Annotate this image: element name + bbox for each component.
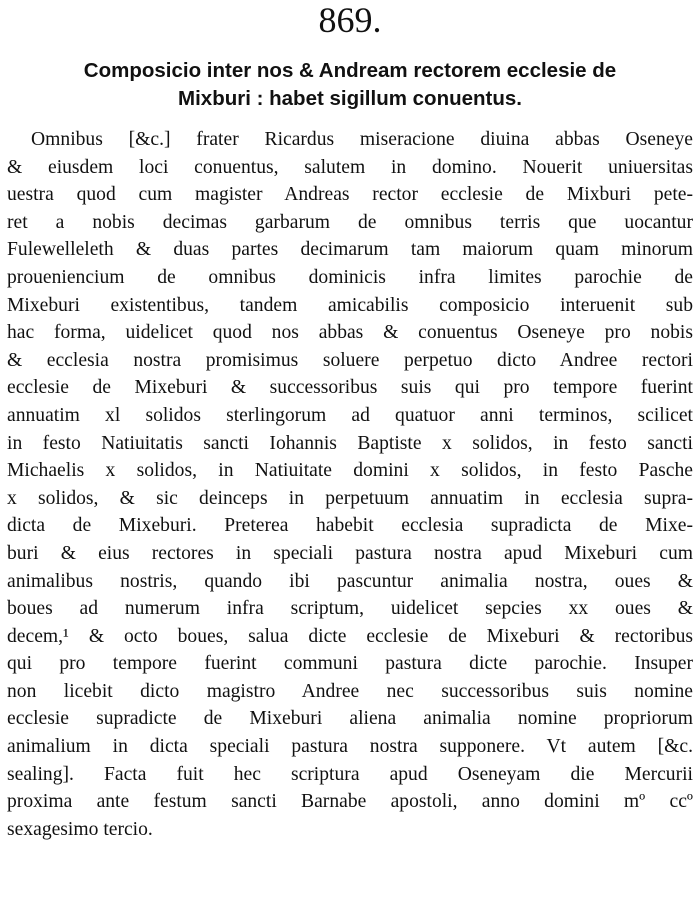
body-line: sealing]. Facta fuit hec scriptura apud Oseneyam die Mercurii xyxy=(7,763,693,785)
body-line: proxima ante festum sancti Barnabe apostoli, anno domini mº ccº xyxy=(7,791,693,813)
body-line: ret a nobis decimas garbarum de omnibus terris que uocantur xyxy=(7,211,693,233)
body-line: x solidos, & sic deinceps in perpetuum annuatim in ecclesia supra- xyxy=(7,487,693,509)
body-line: boues ad numerum infra scriptum, uidelicet sepcies xx oues & xyxy=(7,598,693,620)
document-heading xyxy=(6,57,694,113)
document-number: 869. xyxy=(318,0,382,40)
body-line: annuatim xl solidos sterlingorum ad quatuor anni terminos, scilicet xyxy=(7,404,693,426)
body-line: proueniencium de omnibus dominicis infra limites parochie de xyxy=(7,266,693,288)
body-line: sexagesimo tercio. xyxy=(7,818,153,840)
body-line: Mixeburi existentibus, tandem amicabilis composicio interuenit sub xyxy=(7,294,693,316)
body-line: ecclesie supradicte de Mixeburi aliena animalia nomine propriorum xyxy=(7,708,693,730)
body-line: in festo Natiuitatis sancti Iohannis Baptiste x solidos, in festo sancti xyxy=(7,432,693,454)
body-line: & ecclesia nostra promisimus soluere perpetuo dicto Andree rectori xyxy=(7,349,693,371)
body-line: dicta de Mixeburi. Preterea habebit ecclesia supradicta de Mixe- xyxy=(7,515,693,537)
body-line: Fulewelleleth & duas partes decimarum tam maiorum quam minorum xyxy=(7,239,693,261)
document-body xyxy=(7,126,693,843)
body-line: decem,¹ & octo boues, salua dicte ecclesie de Mixeburi & rectoribus xyxy=(7,625,693,647)
body-line: qui pro tempore fuerint communi pastura dicte parochie. Insuper xyxy=(7,653,693,675)
body-line: ecclesie de Mixeburi & successoribus suis qui pro tempore fuerint xyxy=(7,377,693,399)
body-line: Omnibus [&c.] frater Ricardus miseracione diuina abbas Oseneye xyxy=(31,129,693,150)
body-line: animalibus nostris, quando ibi pascuntur animalia nostra, oues & xyxy=(7,570,693,592)
body-line: Michaelis x solidos, in Natiuitate domini x solidos, in festo Pasche xyxy=(7,460,693,482)
heading-line: Mixburi : habet sigillum conuentus. xyxy=(178,87,522,110)
body-line: animalium in dicta speciali pastura nostra supponere. Vt autem [&c. xyxy=(7,736,693,758)
body-line: non licebit dicto magistro Andree nec successoribus suis nomine xyxy=(7,680,693,702)
body-line: & eiusdem loci conuentus, salutem in domino. Nouerit uniuersitas xyxy=(7,156,693,178)
body-line: buri & eius rectores in speciali pastura nostra apud Mixeburi cum xyxy=(7,542,693,564)
body-line: uestra quod cum magister Andreas rector ecclesie de Mixburi pete- xyxy=(7,184,693,206)
body-line: hac forma, uidelicet quod nos abbas & conuentus Oseneye pro nobis xyxy=(7,322,693,344)
heading-line: Composicio inter nos & Andream rectorem ecclesie de xyxy=(83,59,617,82)
